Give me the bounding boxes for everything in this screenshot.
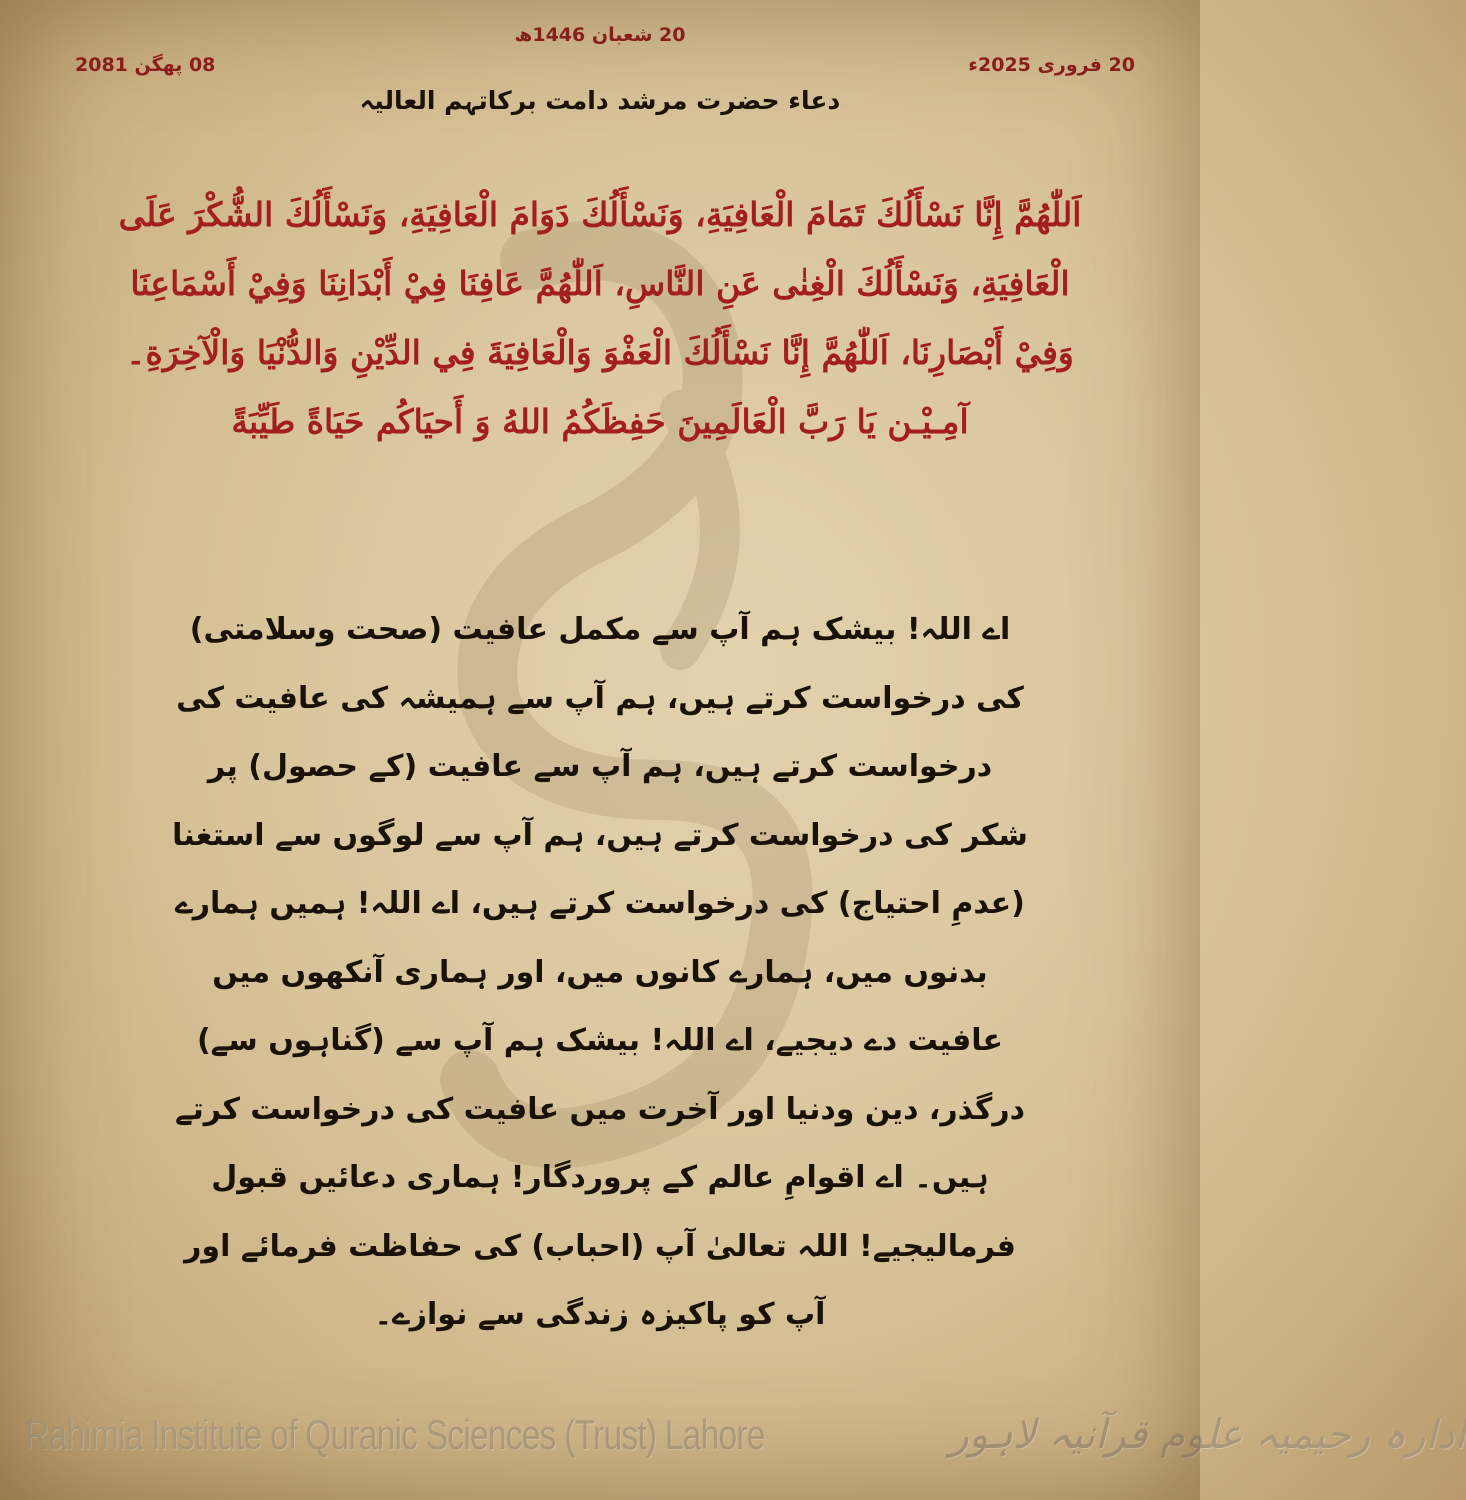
- gregorian-date: 20 فروری 2025ء: [968, 54, 1135, 76]
- urdu-translation-text: اے اللہ! بیشک ہم آپ سے مکمل عافیت (صحت وسلامتی) کی درخواست کرتے ہیں، ہم آپ سے ہمیشہ کی عافیت کی درخواست کرتے ہیں، ہم آپ سے عافیت (کے حصول) پر شکر کی درخواست کرتے ہیں، ہم آپ سے لوگوں سے استغنا (عدمِ احتیاج) کی درخواست کرتے ہیں، اے اللہ! ہمیں ہمارے بدنوں میں، ہمارے کانوں میں، اور ہماری آنکھوں میں عافیت دے دیجیے، اے اللہ! بیشک ہم آپ سے (گناہوں سے) درگذر، دین ودنیا اور آخرت میں عافیت کی درخواست کرتے ہیں۔ اے اقوامِ عالم کے پروردگار! ہماری دعائیں قبول فرمالیجیے! اللہ تعالیٰ آپ (احباب) کی حفاظت فرمائے اور آپ کو پاکیزہ زندگی سے نوازے۔: [172, 612, 1028, 1332]
- institute-name-english: Rahimia Institute of Quranic Sciences (Trust) Lahore: [25, 1411, 765, 1458]
- hijri-date: 20 شعبان 1446ھ: [514, 24, 686, 46]
- bikrami-date: 08 پھگن 2081: [75, 54, 216, 76]
- footer: [25, 1395, 1466, 1475]
- date-row: [75, 45, 1135, 85]
- page-title: دعاء حضرت مرشد دامت برکاتہم العالیہ: [359, 86, 841, 115]
- arabic-dua-text: اَللّٰهُمَّ إِنَّا نَسْأَلُكَ تَمَامَ الْعَافِيَةِ، وَنَسْأَلُكَ دَوَامَ الْعَافِيَةِ، وَنَسْأَلُكَ الشُّكْرَ عَلَى الْعَافِيَةِ، وَنَسْأَلُكَ الْغِنٰى عَنِ النَّاسِ، اَللّٰهُمَّ عَافِنَا فِيْ أَبْدَانِنَا وَفِيْ أَسْمَاعِنَا وَفِيْ أَبْصَارِنَا، اَللّٰهُمَّ إِنَّا نَسْأَلُكَ الْعَفْوَ وَالْعَافِيَةَ فِي الدِّيْنِ وَالدُّنْيَا وَالْآخِرَةِ۔ آمِـيْـن يَا رَبَّ الْعَالَمِينَ حَفِظَكُمُ اللهُ وَ أَحيَاكُم حَيَاةً طَيِّبَةً: [118, 195, 1082, 441]
- institute-logo-urdu: ادارہ رحیمیہ علوم قرآنیہ لاہور: [949, 1412, 1466, 1458]
